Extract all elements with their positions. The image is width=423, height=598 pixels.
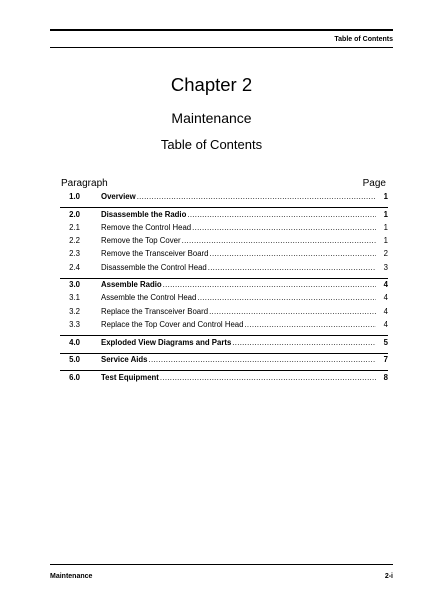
toc-entry-title: Replace the Top Cover and Control Head [101, 319, 244, 329]
toc-entry-title: Service Aids [101, 355, 148, 365]
toc-entry[interactable] [60, 307, 388, 320]
toc-entry-page: 5 [383, 337, 388, 347]
dot-leader [160, 373, 376, 382]
toc-entry-title: Overview [101, 192, 136, 201]
group-separator [60, 353, 388, 354]
dot-leader [137, 192, 376, 201]
group-separator [60, 335, 388, 336]
toc-entry-page: 4 [383, 293, 388, 303]
toc-entry-title: Test Equipment [101, 372, 159, 382]
toc-entry[interactable] [60, 320, 388, 333]
group-separator [60, 207, 388, 208]
toc-entry-title: Disassemble the Radio [101, 209, 187, 219]
header-bottom-rule [50, 47, 393, 48]
toc-entry-page: 1 [383, 209, 388, 219]
dot-leader [182, 236, 376, 245]
dot-leader [149, 355, 376, 364]
toc-entry-number: 3.0 [69, 280, 80, 290]
toc-entry-title: Remove the Control Head [101, 222, 192, 232]
toc-entry-number: 5.0 [69, 355, 80, 365]
toc-entry[interactable] [60, 263, 388, 276]
toc-entry-title: Exploded View Diagrams and Parts [101, 337, 232, 347]
toc-entry[interactable] [60, 293, 388, 306]
toc-entry-page: 2 [383, 249, 388, 259]
toc-entry[interactable] [60, 223, 388, 236]
running-header-title: Table of Contents [334, 36, 393, 43]
toc-entry-page: 7 [383, 355, 388, 365]
toc-entry-page: 8 [383, 372, 388, 382]
toc-entry-page: 1 [383, 192, 388, 201]
header-top-rule [50, 29, 393, 31]
toc-entry-number: 2.1 [69, 222, 80, 232]
footer-page-number: 2-i [384, 573, 393, 580]
group-separator [60, 370, 388, 371]
toc-entry-number: 2.2 [69, 236, 80, 246]
toc-entry[interactable] [60, 355, 388, 368]
dot-leader [197, 293, 376, 302]
toc-entry-number: 1.0 [69, 192, 80, 201]
dot-leader [209, 249, 376, 258]
toc-entry[interactable] [60, 280, 388, 293]
toc-entry-number: 2.4 [69, 262, 80, 272]
toc-entry-page: 1 [383, 236, 388, 246]
page-column-header: Page [362, 178, 386, 189]
toc-entry-title: Assemble the Control Head [101, 293, 197, 303]
toc-entry-number: 4.0 [69, 337, 80, 347]
toc-entry[interactable] [60, 192, 388, 205]
toc-entry[interactable] [60, 249, 388, 262]
dot-leader [232, 338, 376, 347]
toc-entry-number: 3.3 [69, 319, 80, 329]
toc-entry[interactable] [60, 210, 388, 223]
toc-entry-title: Disassemble the Control Head [101, 262, 207, 272]
dot-leader [209, 307, 376, 316]
dot-leader [244, 320, 376, 329]
toc-entry-page: 4 [383, 280, 388, 290]
toc-entry-title: Replace the Transceiver Board [101, 306, 209, 316]
toc-entry-number: 3.2 [69, 306, 80, 316]
chapter-heading: Chapter 2 [170, 74, 253, 95]
toc-entry[interactable] [60, 236, 388, 249]
footer-section-name: Maintenance [50, 573, 93, 580]
toc-entry-title: Assemble Radio [101, 280, 162, 290]
toc-entry-page: 1 [383, 222, 388, 232]
footer-rule [50, 564, 393, 565]
dot-leader [163, 280, 376, 289]
dot-leader [192, 223, 376, 232]
toc-entry-number: 2.3 [69, 249, 80, 259]
toc-entry-page: 4 [383, 319, 388, 329]
group-separator [60, 278, 388, 279]
toc-entry-number: 2.0 [69, 209, 80, 219]
toc-title: Table of Contents [160, 137, 263, 152]
toc-entry[interactable] [60, 338, 388, 351]
toc-entry-title: Remove the Top Cover [101, 236, 181, 246]
dot-leader [187, 210, 376, 219]
toc-entry-number: 3.1 [69, 293, 80, 303]
dot-leader [208, 263, 376, 272]
toc-entry-number: 6.0 [69, 372, 80, 382]
toc-entry-page: 3 [383, 262, 388, 272]
toc-entry-title: Remove the Transceiver Board [101, 249, 209, 259]
paragraph-column-header: Paragraph [61, 178, 108, 189]
section-title: Maintenance [171, 110, 252, 126]
toc-entry-page: 4 [383, 306, 388, 316]
toc-entry[interactable] [60, 373, 388, 386]
